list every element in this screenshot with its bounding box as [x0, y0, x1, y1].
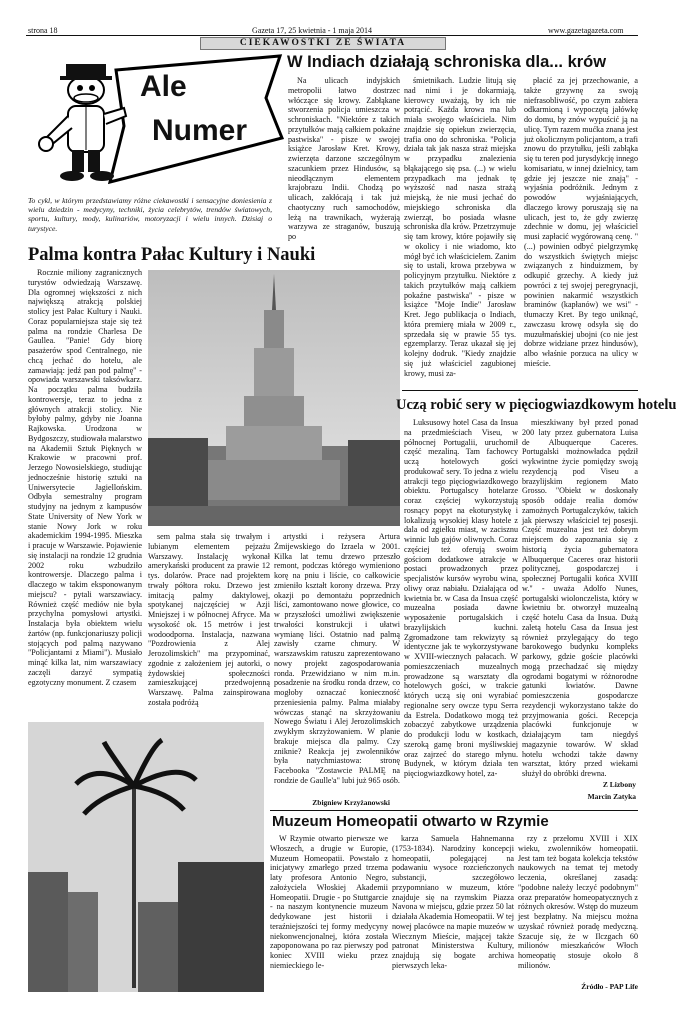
header-rule [26, 35, 638, 36]
hotel-rule [402, 390, 638, 391]
palma-col-mid1 [148, 532, 270, 718]
hotel-headline: Uczą robić sery w pięciogwiazdkowym hotelu [396, 397, 676, 413]
palma-mid1-text: sem palma stała się trwałym i lubianym elementem pejzażu Warszawy. Instalację wykonał amerykański producent za prawie 12 tys. dolarów. Prace nad projektem trwały półtora roku. Drzewo jest imitacją palmy daktylowej, spotykanej najczęściej w Azji Mniejszej i w północnej Afryce. Ma wysokość ok. 15 metrów i jest wodoodporna. Instalacja, nazwana "Pozdrowienia z Alej Jerozolimskich" ma przypominać, zgodnie z założeniem jej autorki, o żydowskiej społeczności zamieszkującej przedwojenną Warszawę. Palma zainspirowana została podróżą [148, 532, 270, 707]
site-url: www.gazetagazeta.com [548, 26, 624, 35]
muzeum-col2 [392, 834, 514, 992]
muzeum-col1 [270, 834, 388, 992]
muzeum-headline: Muzeum Homeopatii otwarto w Rzymie [272, 813, 549, 830]
hotel-col2 [404, 418, 518, 808]
page-number: strona 18 [28, 26, 58, 35]
palma-left-text: Rocznie miliony zagranicznych turystów odwiedzają Warszawę. Dla ogromnej większości z nich największą atrakcją polskiej stolicy jest Pałac Kultury i Nauki. Coraz popularniejsza staje się też palma na rondzie Charlesa De Gaullea. "Panie! Gdy biorę pasażerów spod Centralnego, nie chcą jechać do hotelu, ale zamawiają: jedź pan pod palmę" - opowiada warszawski taksówkarz. Na początku palma budziła kontrowersje, teraz to jedna z głównych atrakcji stolicy. Nie byłoby palmy, gdyby nie Joanna Rajkowska. Urodzona w Bydgoszczy, studiowała malarstwo na Akademii Sztuk Pięknych w Krakowie w pracowni prof. Jerzego Nowosielskiego, studiując jednocześnie historię sztuki na Uniwersytecie Jagiellońskim. Odbyła semestralny program studyjny na jednym z kampusów State University of New York w stanie Nowy Jork w roku akademickim 1994-1995. Mieszka i pracuje w Warszawie. Pojawienie się instalacji na rondzie 12 grudnia 2002 roku wzbudziło kontrowersje. Dlaczego palma i dlaczego w takim eksponowanym miejscu? - pytali warszawiacy. Również część mediów nie była przychylna pomysłowi artystki. Instalacja była obiektem wielu żartów (np. funkcjonariuszy policji stojących pod palmą nazywano "Policjantami z Miami"). Musiało minąć kilka lat, nim warszawiacy zaczęli darzyć sympatią egzotyczny monument. Z czasem [28, 268, 142, 687]
palma-headline: Palma kontra Pałac Kultury i Nauki [28, 245, 316, 265]
hotel-author-city: Z Lizbony [602, 780, 636, 789]
muzeum-col3 [518, 834, 638, 982]
hotel-author: Marcin Zatyka [587, 792, 636, 801]
section-title: CIEKAWOSTKI ZE ŚWIATA [200, 37, 446, 50]
india-col1 [288, 76, 400, 258]
india-col3 [524, 76, 638, 394]
ale-numer-logo [28, 50, 282, 190]
india-col2-text: śmietnikach. Ludzie litują się nad nimi i je dokarmiają, kierowcy uważają, by ich nie potrącić. Każda krowa ma lub miała swojego właściciela. Nim znajdzie się opiekun zwierzęcia, trafia ono do schroniska. "Policja działa tak jak nasza straż miejska w przypadku znalezienia błąkającego się psa. (...) w wielu przypadkach ma jednak tę wyższość nad nasza strażą miejską, że nie musi jechać do miejskiego schroniska dla zwierząt, bo posiada własne schroniska dla krów. Przetrzymuje się tam krowy, które pojawiły się w okolicy i nie wiadomo, kto mógł być ich właścicielem. Zanim się to ustali, krowa przebywa w policyjnym przytułku. Niektóre z takich przytułków mają całkiem pokaźne pastwiska" - pisze w książce "Moje Indie" Jarosław Kret. Jego publikacja o Indiach, która premierę miała w 2009 r., sprzedała się w prawie 55 tys. egzemplarzy. Teraz ukazał się jej kolejny dodruk. "Kiedy znajdzie się już właściciel zagubionej krowy, musi za- [404, 76, 516, 378]
india-col3-text: płacić za jej przechowanie, a także grzywnę za swoją niefrasobliwość, po czym zabiera odkarmioną i wypoczętą jałówkę do domu, by znów wypuścić ją na ulicę. Tym razem mućka znana jest już okolicznym policjantom, a trafi znowu do przytułku, jeśli zabłąka się tu teren pod jurysdykcję innego komisariatu, w innej dzielnicy, tam gdzie jej jeszcze nie znają" - wyjaśnia podróżnik. Jednym z powodów wyjaśniających, dlaczego krowy poruszają się na ulicach, jest to, że gdy zwierzę zdechnie w domu, jej właściciel musi zapłacić wygórowaną cenę. "(...) powinien odbyć pielgrzymkę do wszystkich świętych miejsc związanych z hinduizmem, by odkupić grzechy. A kiedy już powróci z tej swojej peregrynacji, powinien nakarmić wszystkich braminów (kapłanów) we wsi" - tłumaczy Kret. By tego uniknąć, zawczasu krowę odsyła się do muzułmańskiej ubojni (co nie jest dobrze widziane przez hindusów), albo właśnie porzuca na ulicy w mieście. [524, 76, 638, 368]
palm-photo [28, 722, 264, 992]
india-headline: W Indiach działają schroniska dla... krów [287, 53, 607, 71]
muzeum-col2-text: karza Samuela Hahnemanna (1753-1834). Narodziny koncepcji homeopatii, polegającej na podawaniu wysoce rozcieńczonych substancji, szczegółowo przypomniano w muzeum, które znajduje się na rzymskim Piazza Navona w miejscu, gdzie przez 50 lat działała Akademia Homeopatii. W tej nowej placówce na mapie muzeów w Wiecznym Mieście, mającej także patronat Ministerstwa Kultury, znajdują się bogate archiwa pierwszych leka- [392, 834, 514, 970]
hotel-col3 [522, 418, 638, 776]
palace-photo [148, 270, 400, 526]
india-col2 [404, 76, 516, 392]
palm-illustration [28, 722, 264, 992]
issue-info: Gazeta 17, 25 kwietnia - 1 maja 2014 [252, 26, 372, 35]
palma-author: Zbigniew Krzyżanowski [312, 798, 390, 807]
muzeum-rule [270, 810, 638, 811]
muzeum-col3-text: rzy z przełomu XVIII i XIX wieku, zwolenników homeopatii. Jest tam też bogata kolekcja tekstów naukowych na temat tej metody leczenia, określanej zasadą: "podobne należy leczyć podobnym" oraz preparatów homeopatycznych z różnych okresów. Wstęp do muzeum jest bezpłatny. Na miejscu można uzyskać również poradę medyczną. Szacuje się, że w Ilczgach 60 milionów mieszkańców Włoch homeopatię stosuje około 8 milionów. [518, 834, 638, 970]
hotel-col3-text: mieszkiwany był przed ponad 200 laty przez gubernatora Luisa de Albuquerque Caceres. Portugalski możnowładca pędził wykwintne życie pomiędzy swoją rezydencją pod Viseu a brazylijskim regionem Mato Grosso. "Obiekt w doskonały sposób oddaje realia domów zamożnych Portugalczyków, takich jak pierwszy właściciel tej posesji. Część muzealna jest też dobrym miejscem do zapoznania się z historią życia gubernatora Albuquerque Caceres oraz historii politycznej, gospodarczej i społecznej Portugalii końca XVIII w." - uważa Adolfo Nunes, portugalski wiolonczelista, który w kwietniu br. otworzył muzealną część hotelu Casa da Insua. Dużą zaletą hotelu Casa da Insua jest również przylegający do tego barokowego budynku kompleks parkowy, gdzie goście placówki mogą przechadzać się między ogrodami bogatymi w różnorodne gatunki kwiatów. Dawne pomieszczenia gospodarcze rezydencji wykorzystano także do przyjmowania gości. Recepcja placówki funkcjonuje w działającym tam niegdyś magazynie towarów. W skład hotelu wchodzi także dawny warsztat, który przed wiekami służył do obróbki drewna. [522, 418, 638, 778]
logo-word-ale: Ale [140, 70, 187, 103]
muzeum-source: Źródło - PAP Life [581, 982, 638, 991]
palma-col-mid2 [274, 532, 400, 794]
palace-illustration [148, 270, 400, 526]
intro-text: To cykl, w którym przedstawiamy różne ciekawostki i sensacyjne doniesienia z wielu dziedzin - medycyny, techniki, życia celebrytów, trendów światowych, sportu, kultury, mody, kulinariów, motoryzacji i wielu innych. Dzisiaj o turystyce. [28, 196, 272, 233]
palma-mid2-text: artystki i reżysera Artura Żmijewskiego do Izraela w 2001. Kilka lat temu drzewo przeszło remont, podczas którego wymieniono korę na pniu i liście, co całkowicie zmieniło kształt korony drzewa. Przy okazji po demontażu poprzednich liści, zamontowano nowe głowice, co w przyszłości umożliwi zwiększenie trwałości konstrukcji i ułatwi wymianę liści. Ostatnio nad palmą zawisły czarne chmury. W warszawskim ratuszu zaprezentowano nowy projekt zagospodarowania ronda. Przewidziano w nim m.in. posadzenie na środku ronda drzew, co mogłoby oznaczać konieczność przeniesienia palmy. Palma miałaby wówczas stanąć na skrzyżowaniu Nowego Światu i Alej Jerozolimskich zwykłym skrzyżowaniem. W planie brakuje miejsca dla palmy. Czy zniknie? Reakcja jej zwolenników była natychmiastowa: stronę Facebooka "Zostawcie PALMĘ na rondzie de Gaulle'a" lubi już 965 osób. [274, 532, 400, 785]
palma-col-left [28, 268, 142, 750]
hotel-col2-text: Luksusowy hotel Casa da Insua na przedmieściach Viseu, w północnej Portugalii, uruchomił część mezaliną. Tam fachowcy uczą hotelowych gości produkowač sery. To jedna z wielu atrakcji tego pięciogwiazdkowego obiektu. Portugalscy hotelarze coraz częściej wykorzystują rosnący popyt na ekoturystykę i lokalizują wysokiej klasy hotele z dala od zgiełku miast, w zacisznu winnic lub gajów oliwnych. Coraz częściej też oferują swoim gościom dodatkowe atrakcje w postaci prowadzonych przez specjalistów kursów wyrobu wina, oliwy oraz nabiału. Działająca od kwietnia br. w Casa da Insua część muzealna posiada dawne wyposażenie portugalskich i brazylijskich kuchni. Zgromadzone tam rekwizyty są identyczne jak te wykorzystywane w XVIII-wiecznych pałacach. W pomieszczeniach muzealnych prowadzone są warsztaty dla hotelowych gości, w trakcie których uczą się oni wyrabiać regionalne sery owcze typu Serra da Estrela. Dodatkowo mogą też zobaczyć zabytkowe urządzenia do produkcji lodu w kostkach, szeroką gamę broni myśliwskiej oraz zajrzeć do starego młynu. Budynek, w którym działa ten pięciogwiazdkowy hotel, za- [404, 418, 518, 778]
muzeum-col1-text: W Rzymie otwarto pierwsze we Włoszech, a drugie w Europie, Muzeum Homeopatii. Powstało z inicjatywy zmarłego przed trzema laty profesora Antonio Negro, założyciela Włoskiej Akademii Homeopatii. Drugie - po Stuttgarcie - na naszym kontynencie muzeum dedykowane jest historii i teraźniejszości tej formy medycyny niekonwencjonalnej, która została zapoponowana po raz pierwszy pod koniec XVIII wieku przez niemieckiego le- [270, 834, 388, 970]
logo-word-numer: Numer [152, 114, 248, 147]
india-col1-text: Na ulicach indyjskich metropolii łatwo dostrzec włóczące się krowy. Zabłąkane stworzenia policja umieszcza w schroniskach. "Niektóre z takich przytułków mają całkiem pokaźne pastwiska" - pisze w swojej książce Jarosław Kret. Krowy, zwierzęta darzone szczególnym szacunkiem przez Hindusów, są nieodłącznym elementem krajobrazu Indii. Chodzą po ulicach, zakłócają i tak już chaotyczny ruch samochodów, leżą na trawnikach, wyżerają warzywa ze straganów, buszują po [288, 76, 400, 241]
